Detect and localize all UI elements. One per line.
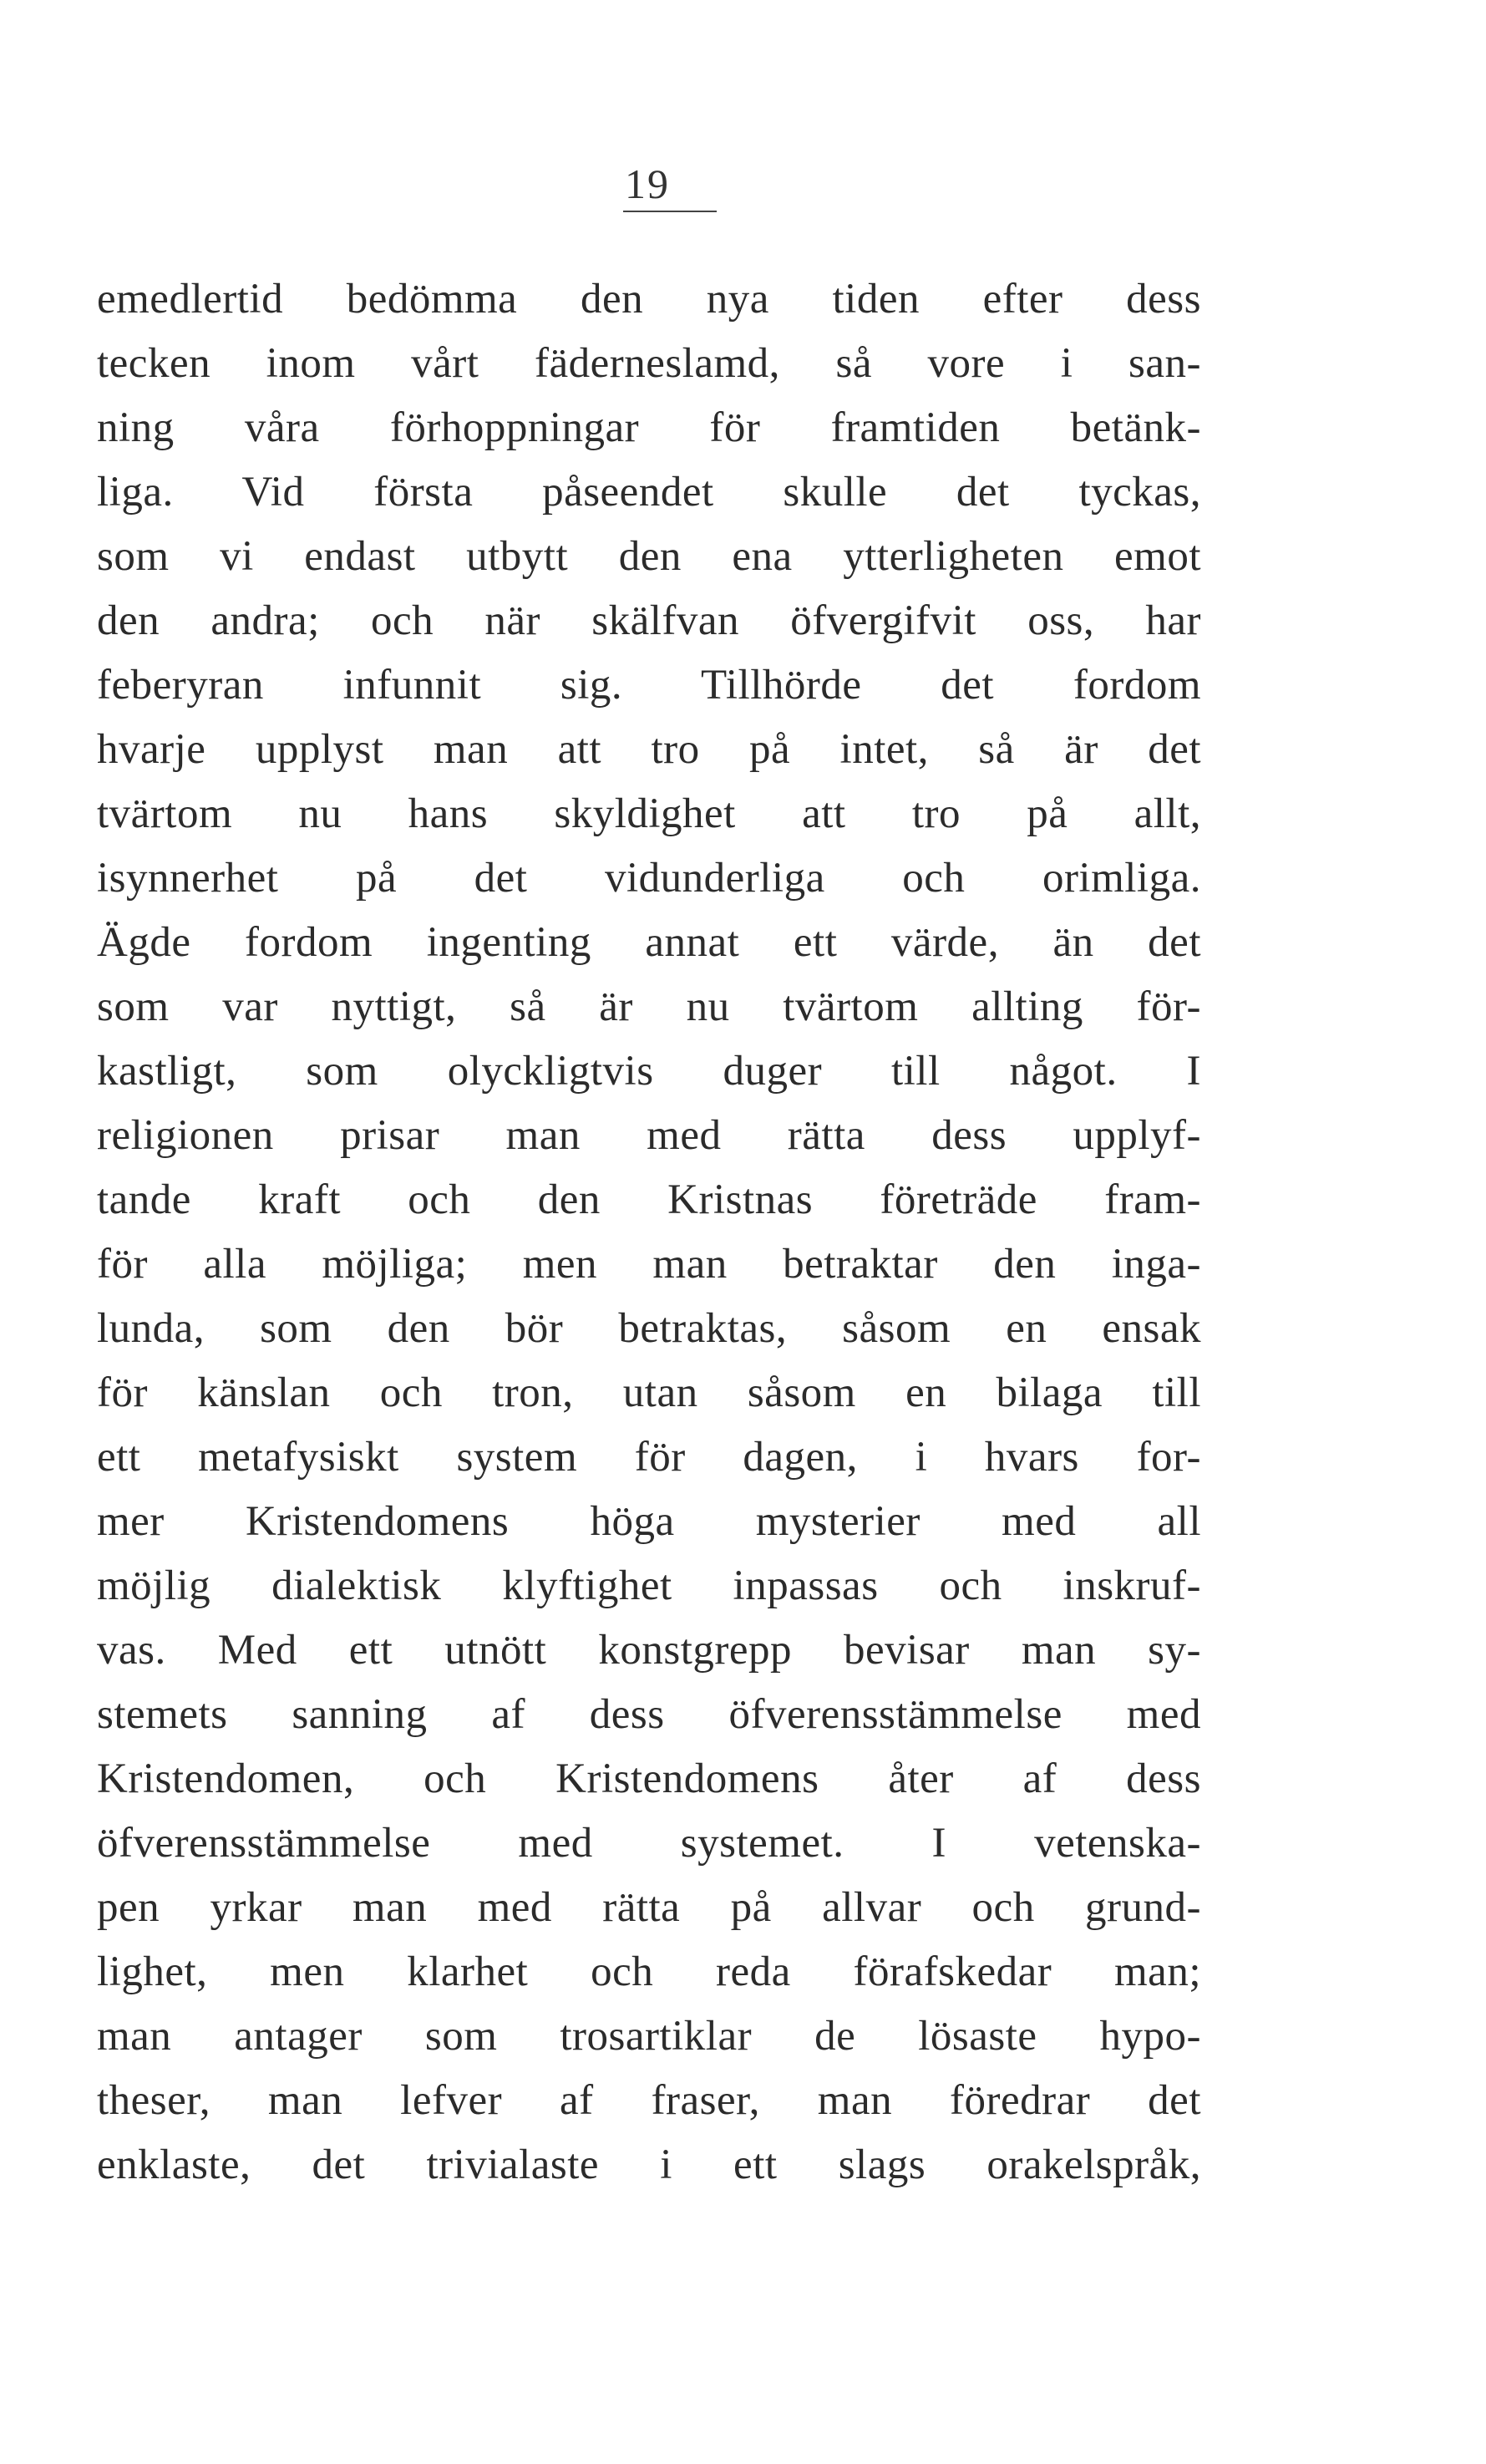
text-line: emedlertid bedömma den nya tiden efter dess	[97, 276, 1201, 323]
text-line: stemets sanning af dess öfverensstämmelse med	[97, 1691, 1201, 1738]
text-line: religionen prisar man med rätta dess upplyf-	[97, 1112, 1201, 1159]
text-line: Kristendomen, och Kristendomens åter af dess	[97, 1755, 1201, 1802]
text-line: enklaste, det trivialaste i ett slags orakelspråk,	[97, 2141, 1201, 2188]
text-line: ning våra förhoppningar för framtiden betänk-	[97, 404, 1201, 451]
text-line: den andra; och när skälfvan öfvergifvit oss, har	[97, 597, 1201, 644]
text-line: vas. Med ett utnött konstgrepp bevisar man sy-	[97, 1627, 1201, 1674]
text-line: liga. Vid första påseendet skulle det tyckas,	[97, 469, 1201, 516]
page-number: 19	[625, 160, 670, 207]
text-line: för alla möjliga; men man betraktar den inga-	[97, 1241, 1201, 1288]
text-line: lunda, som den bör betraktas, såsom en ensak	[97, 1305, 1201, 1352]
text-line: theser, man lefver af fraser, man föredrar det	[97, 2077, 1201, 2124]
text-line: öfverensstämmelse med systemet. I vetenska-	[97, 1820, 1201, 1867]
page-number-rule	[623, 211, 717, 212]
text-line: tvärtom nu hans skyldighet att tro på allt,	[97, 790, 1201, 837]
text-line: man antager som trosartiklar de lösaste hypo-	[97, 2013, 1201, 2060]
body-text	[97, 267, 1201, 2197]
text-line: isynnerhet på det vidunderliga och orimliga.	[97, 855, 1201, 902]
text-line: Ägde fordom ingenting annat ett värde, än det	[97, 919, 1201, 966]
text-line: kastligt, som olyckligtvis duger till något. I	[97, 1048, 1201, 1095]
text-line: hvarje upplyst man att tro på intet, så är det	[97, 726, 1201, 773]
text-line: som vi endast utbytt den ena ytterligheten emot	[97, 533, 1201, 580]
text-line: mer Kristendomens höga mysterier med all	[97, 1498, 1201, 1545]
text-line: tande kraft och den Kristnas företräde fram-	[97, 1176, 1201, 1223]
text-line: pen yrkar man med rätta på allvar och grund-	[97, 1884, 1201, 1931]
text-line: ett metafysiskt system för dagen, i hvars for-	[97, 1434, 1201, 1481]
text-line: tecken inom vårt fäderneslamd, så vore i san-	[97, 340, 1201, 387]
text-line: möjlig dialektisk klyftighet inpassas och inskruf-	[97, 1562, 1201, 1609]
text-line: för känslan och tron, utan såsom en bilaga till	[97, 1369, 1201, 1416]
text-line: feberyran infunnit sig. Tillhörde det fordom	[97, 662, 1201, 709]
text-line: lighet, men klarhet och reda förafskedar man;	[97, 1948, 1201, 1995]
text-line: som var nyttigt, så är nu tvärtom allting för-	[97, 983, 1201, 1030]
